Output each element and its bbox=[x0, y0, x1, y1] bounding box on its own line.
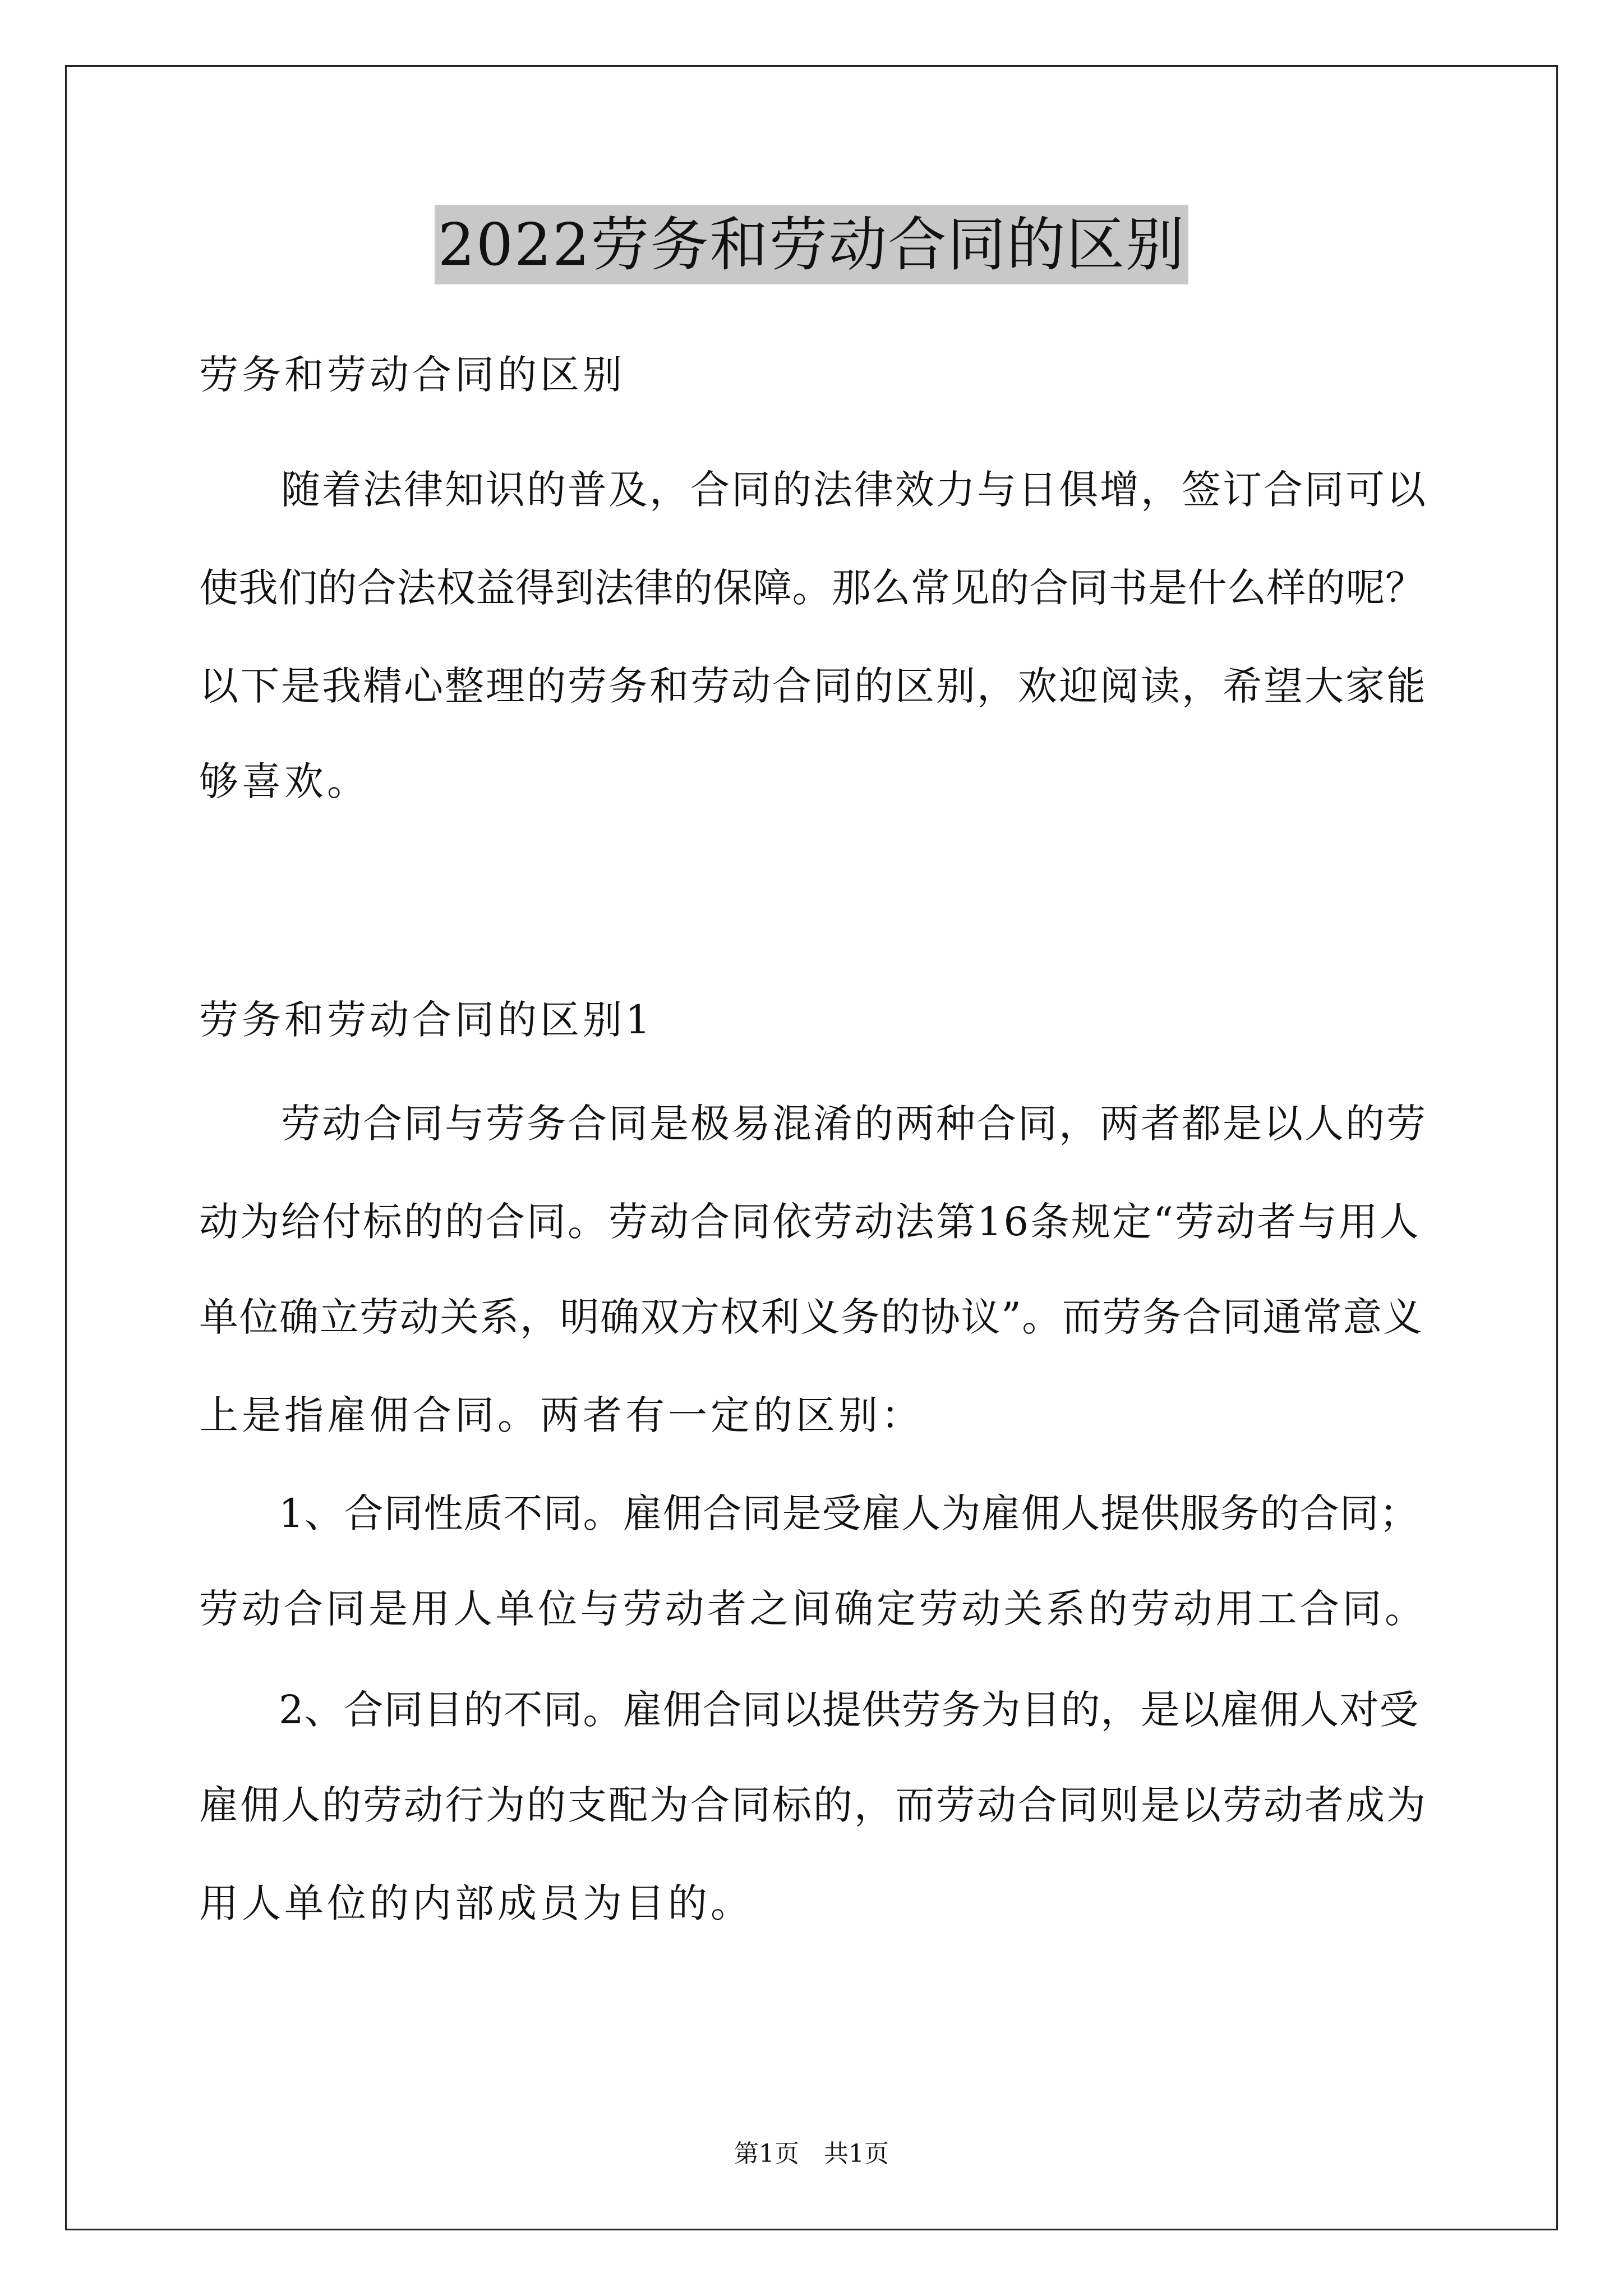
body-line: 劳动合同是用人单位与劳动者之间确定劳动关系的劳动用工合同。 bbox=[199, 1586, 1427, 1632]
body-line: 2、合同目的不同。雇佣合同以提供劳务为目的，是以雇佣人对受 bbox=[199, 1687, 1419, 1733]
body-line: 动为给付标的的合同。劳动合同依劳动法第16条规定“劳动者与用人 bbox=[199, 1199, 1421, 1245]
document-title: 2022劳务和劳动合同的区别 bbox=[435, 205, 1189, 284]
intro-line: 以下是我精心整理的劳务和劳动合同的区别，欢迎阅读，希望大家能 bbox=[199, 663, 1427, 709]
intro-line: 随着法律知识的普及，合同的法律效力与日俱增，签订合同可以 bbox=[199, 467, 1427, 513]
body-line: 用人单位的内部成员为目的。 bbox=[199, 1880, 753, 1926]
section-heading: 劳务和劳动合同的区别1 bbox=[199, 997, 654, 1043]
intro-line: 使我们的合法权益得到法律的保障。那么常见的合同书是什么样的呢？ bbox=[199, 565, 1425, 611]
body-line: 上是指雇佣合同。两者有一定的区别： bbox=[199, 1392, 924, 1438]
body-line: 雇佣人的劳动行为的支配为合同标的，而劳动合同则是以劳动者成为 bbox=[199, 1782, 1427, 1828]
body-line: 单位确立劳动关系，明确双方权利义务的协议”。而劳务合同通常意义 bbox=[199, 1294, 1423, 1340]
page-footer: 第1页 共1页 bbox=[734, 2139, 889, 2168]
title-area bbox=[0, 205, 1623, 284]
body-line: 劳动合同与劳务合同是极易混淆的两种合同，两者都是以人的劳 bbox=[199, 1101, 1427, 1147]
body-line: 1、合同性质不同。雇佣合同是受雇人为雇佣人提供服务的合同； bbox=[199, 1490, 1419, 1536]
intro-line: 够喜欢。 bbox=[199, 758, 370, 804]
subtitle: 劳务和劳动合同的区别 bbox=[199, 352, 625, 398]
